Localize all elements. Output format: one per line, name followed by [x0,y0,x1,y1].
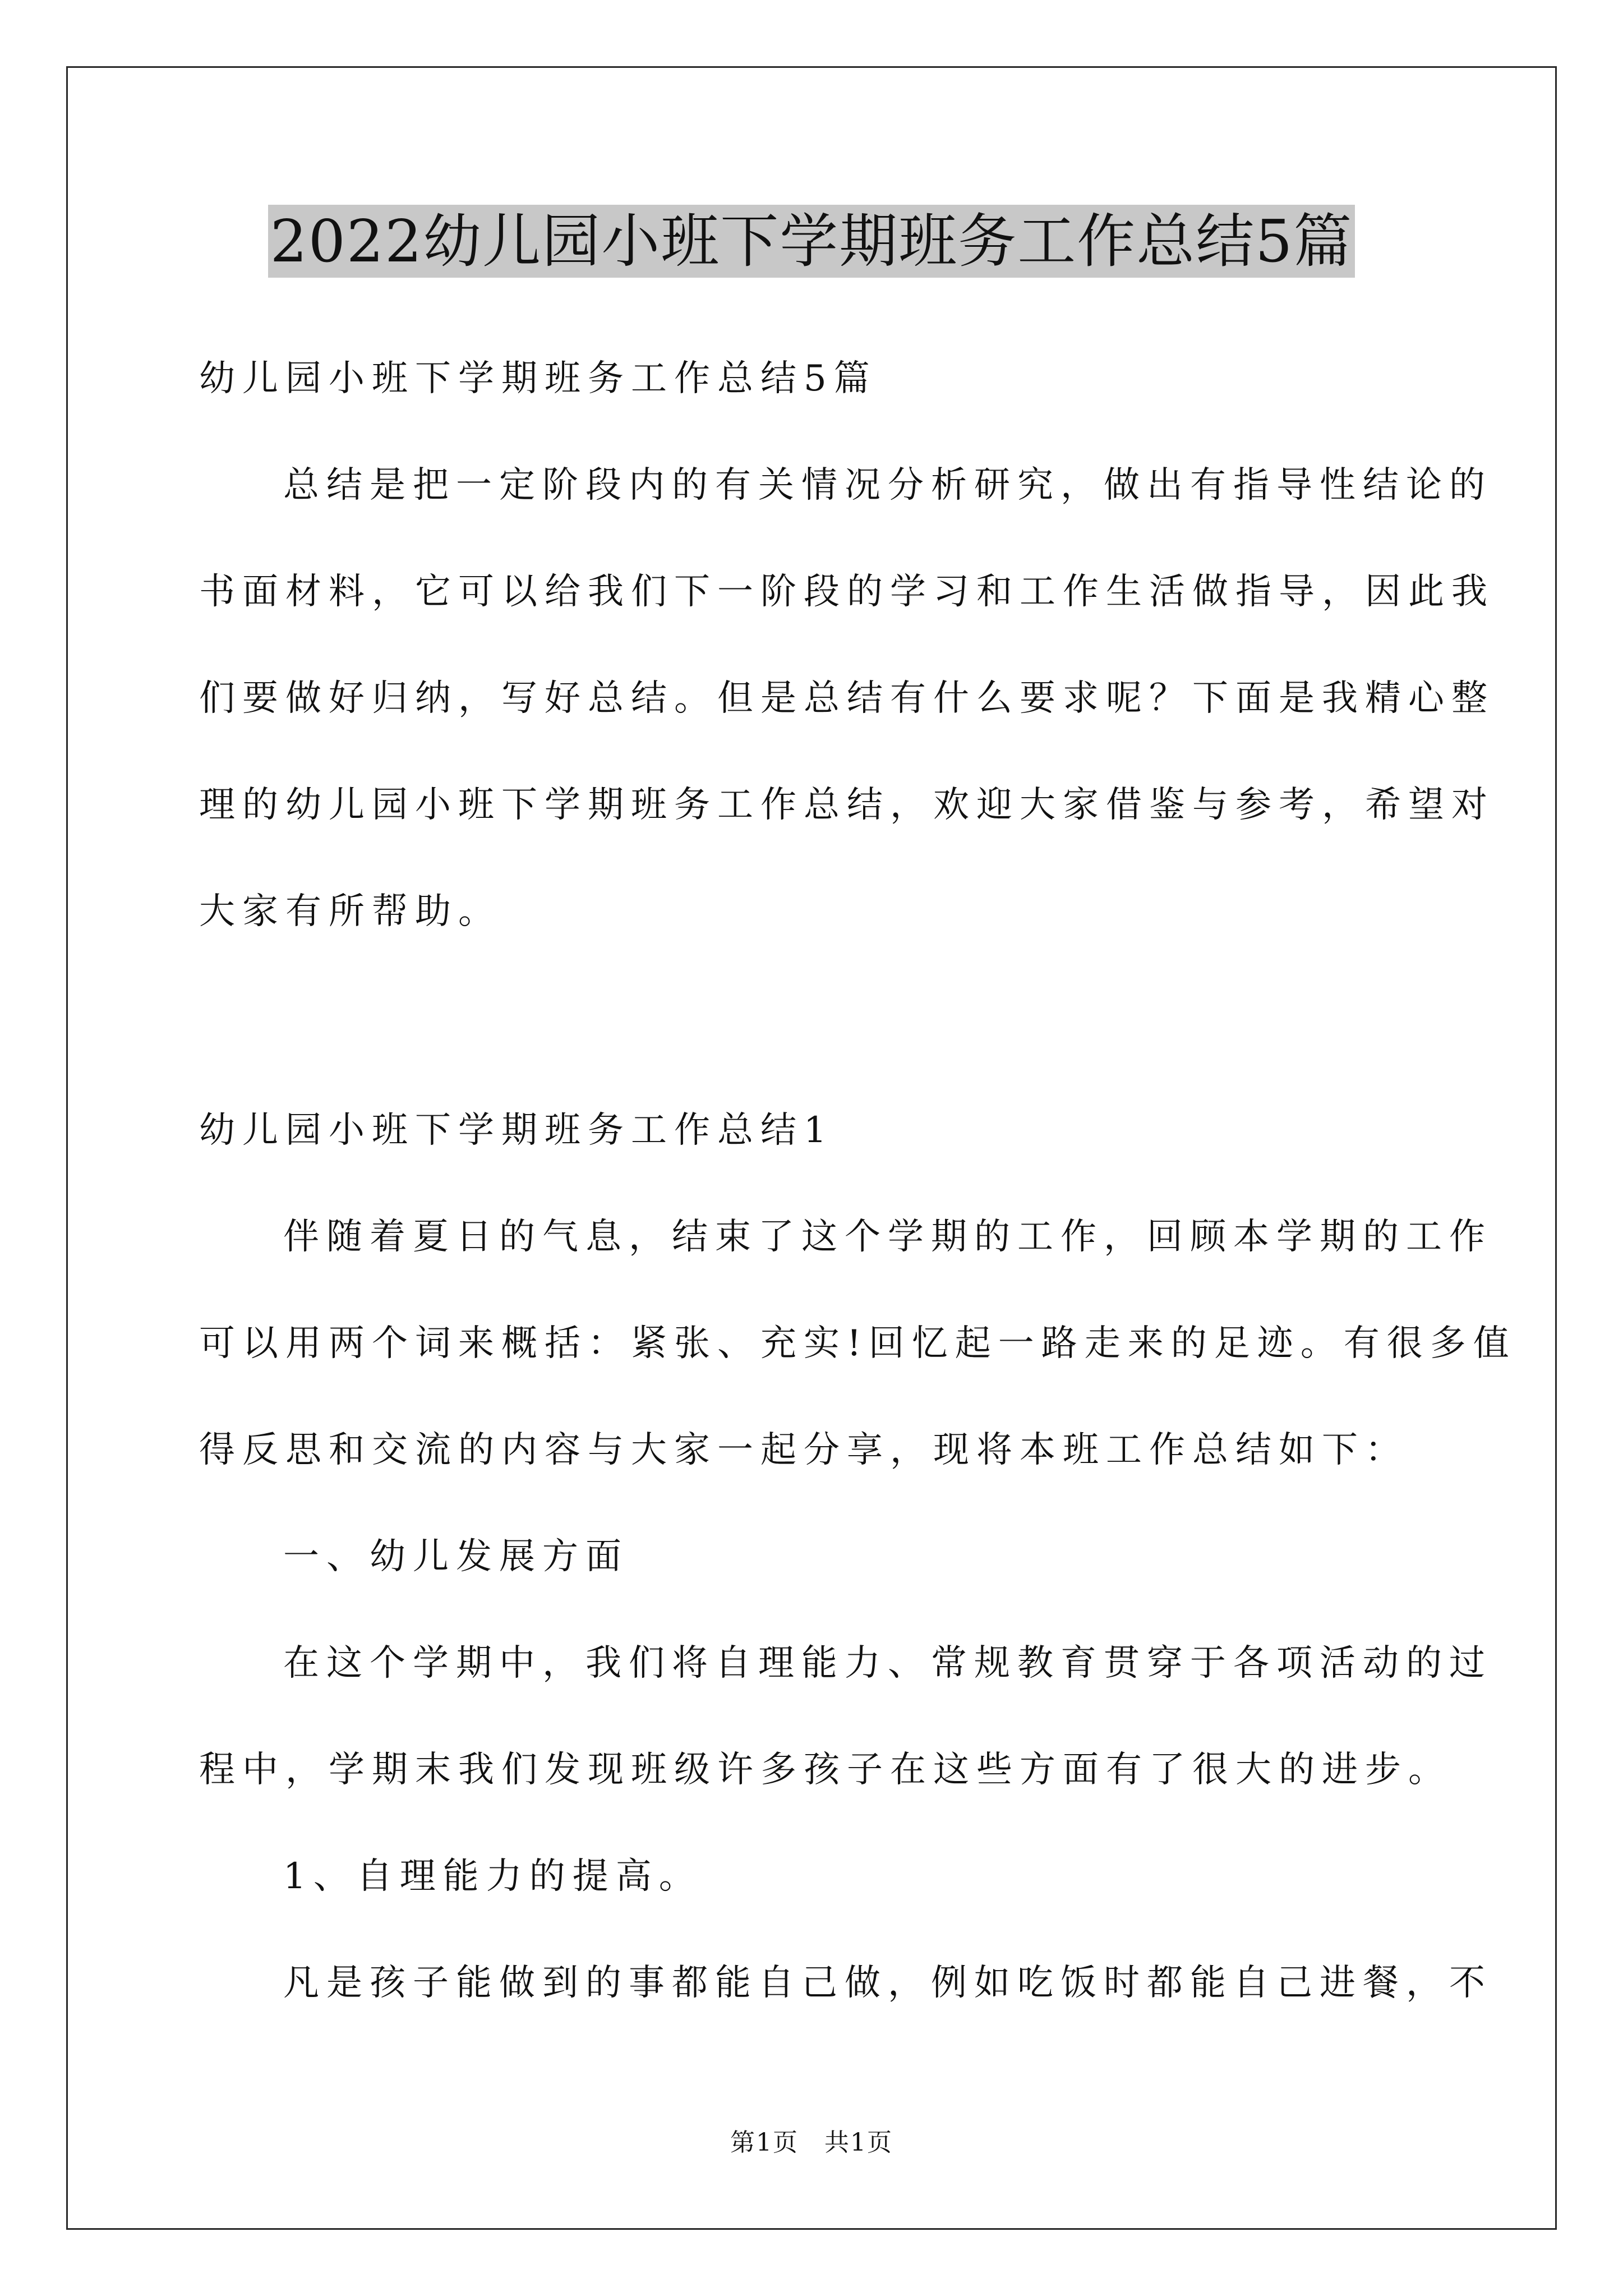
section-line: 得反思和交流的内容与大家一起分享，现将本班工作总结如下： [199,1429,1408,1471]
section-line: 在这个学期中，我们将自理能力、常规教育贯穿于各项活动的过 [283,1642,1492,1684]
intro-line: 大家有所帮助。 [199,891,501,932]
intro-line: 理的幼儿园小班下学期班务工作总结，欢迎大家借鉴与参考，希望对 [199,784,1495,826]
section-line: 可以用两个词来概括：紧张、充实!回忆起一路走来的足迹。有很多值 [199,1323,1516,1364]
document-title-block [0,205,1623,295]
page-footer: 第1页 共1页 [730,2128,893,2157]
section-line: 程中，学期末我们发现班级许多孩子在这些方面有了很大的进步。 [199,1749,1451,1791]
intro-line: 总结是把一定阶段内的有关情况分析研究，做出有指导性结论的 [283,464,1492,506]
intro-line: 书面材料，它可以给我们下一阶段的学习和工作生活做指导，因此我 [199,571,1495,613]
document-title: 2022幼儿园小班下学期班务工作总结5篇 [268,205,1355,278]
document-subtitle: 幼儿园小班下学期班务工作总结5篇 [199,358,877,399]
subsection-heading: 1、自理能力的提高。 [283,1856,702,1897]
intro-line: 们要做好归纳，写好总结。但是总结有什么要求呢？下面是我精心整 [199,678,1495,719]
section-line: 凡是孩子能做到的事都能自己做，例如吃饭时都能自己进餐，不 [283,1962,1492,2004]
section-line: 伴随着夏日的气息，结束了这个学期的工作，回顾本学期的工作 [283,1216,1492,1258]
section-heading: 幼儿园小班下学期班务工作总结1 [199,1110,834,1151]
subsection-heading: 一、幼儿发展方面 [283,1536,629,1577]
